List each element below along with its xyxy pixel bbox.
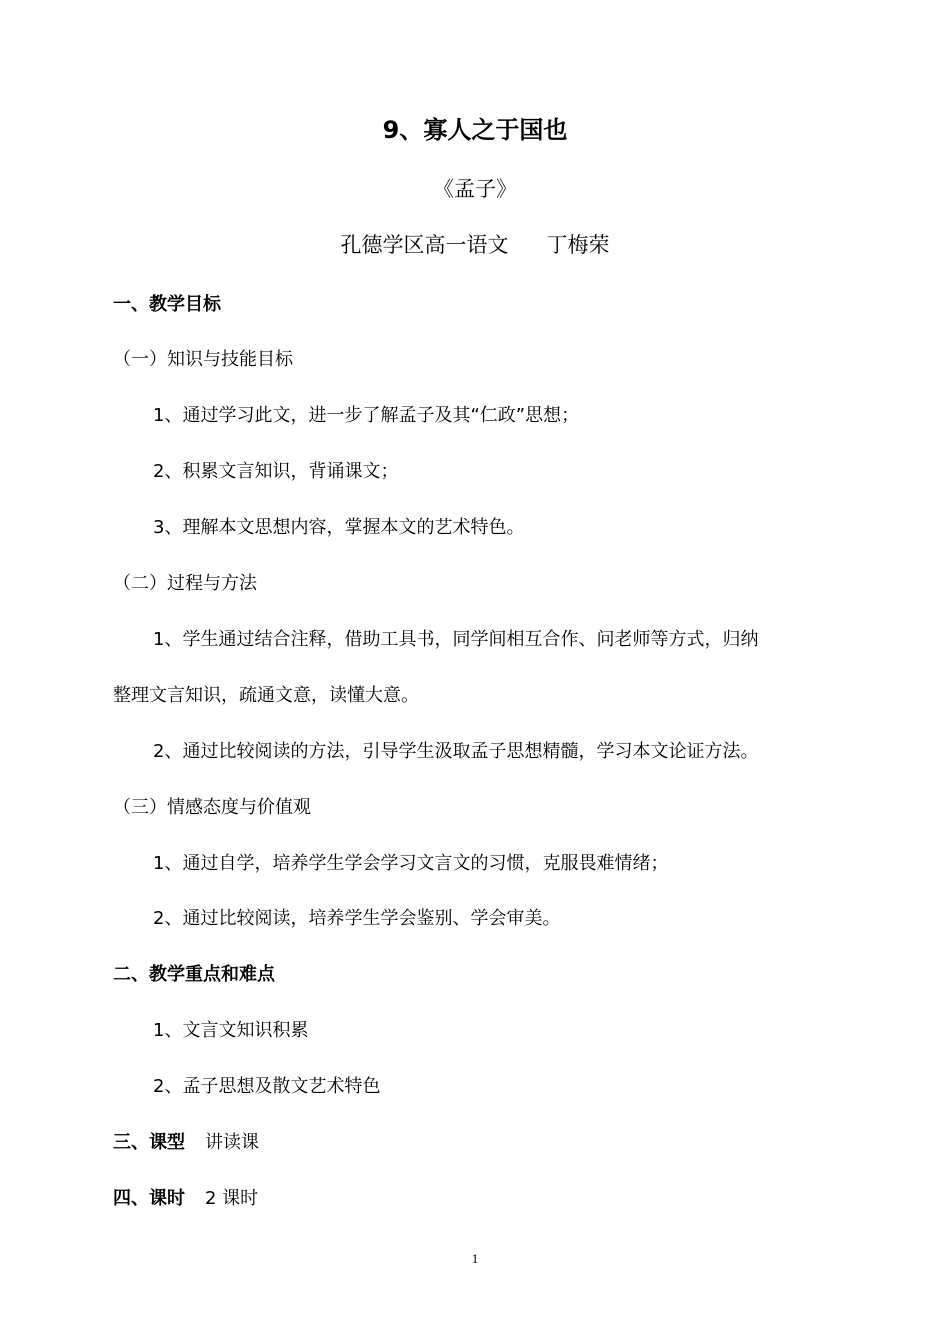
list-item: 1、学生通过结合注释，借助工具书，同学间相互合作、问老师等方式，归纳 — [153, 629, 759, 650]
list-item: 3、理解本文思想内容，掌握本文的艺术特色。 — [153, 517, 525, 538]
list-item: 2、积累文言知识，背诵课文； — [153, 461, 399, 482]
section-heading-objectives: 一、教学目标 — [113, 294, 221, 315]
list-item: 2、孟子思想及散文艺术特色 — [153, 1076, 381, 1097]
list-item-continuation: 整理文言知识，疏通文意，读懂大意。 — [113, 685, 419, 706]
document-title: 9、寡人之于国也 — [382, 116, 568, 144]
class-type-label: 三、课型 — [113, 1132, 185, 1153]
section-class-hours — [113, 1184, 258, 1214]
list-item: 1、文言文知识积累 — [153, 1020, 309, 1041]
subheading-process-method: （二）过程与方法 — [113, 573, 257, 594]
list-item: 1、通过学习此文，进一步了解孟子及其“仁政”思想； — [153, 405, 580, 426]
list-item: 1、通过自学，培养学生学会学习文言文的习惯，克服畏难情绪； — [153, 853, 669, 874]
author-line — [0, 228, 950, 262]
section-class-type — [113, 1128, 259, 1158]
author-org: 孔德学区高一语文 — [340, 233, 509, 257]
section-heading-key-points: 二、教学重点和难点 — [113, 964, 275, 985]
document-subtitle: 《孟子》 — [433, 177, 517, 201]
class-hours-value: 2 课时 — [205, 1188, 259, 1209]
page-number: 1 — [471, 1251, 479, 1266]
subheading-emotion-values: （三）情感态度与价值观 — [113, 797, 311, 818]
subheading-knowledge-skills: （一）知识与技能目标 — [113, 349, 293, 370]
class-type-value: 讲读课 — [205, 1132, 259, 1153]
author-name: 丁梅荣 — [546, 233, 610, 257]
list-item: 2、通过比较阅读的方法，引导学生汲取孟子思想精髓，学习本文论证方法。 — [153, 741, 759, 762]
list-item: 2、通过比较阅读，培养学生学会鉴别、学会审美。 — [153, 908, 561, 929]
class-hours-label: 四、课时 — [113, 1188, 185, 1209]
